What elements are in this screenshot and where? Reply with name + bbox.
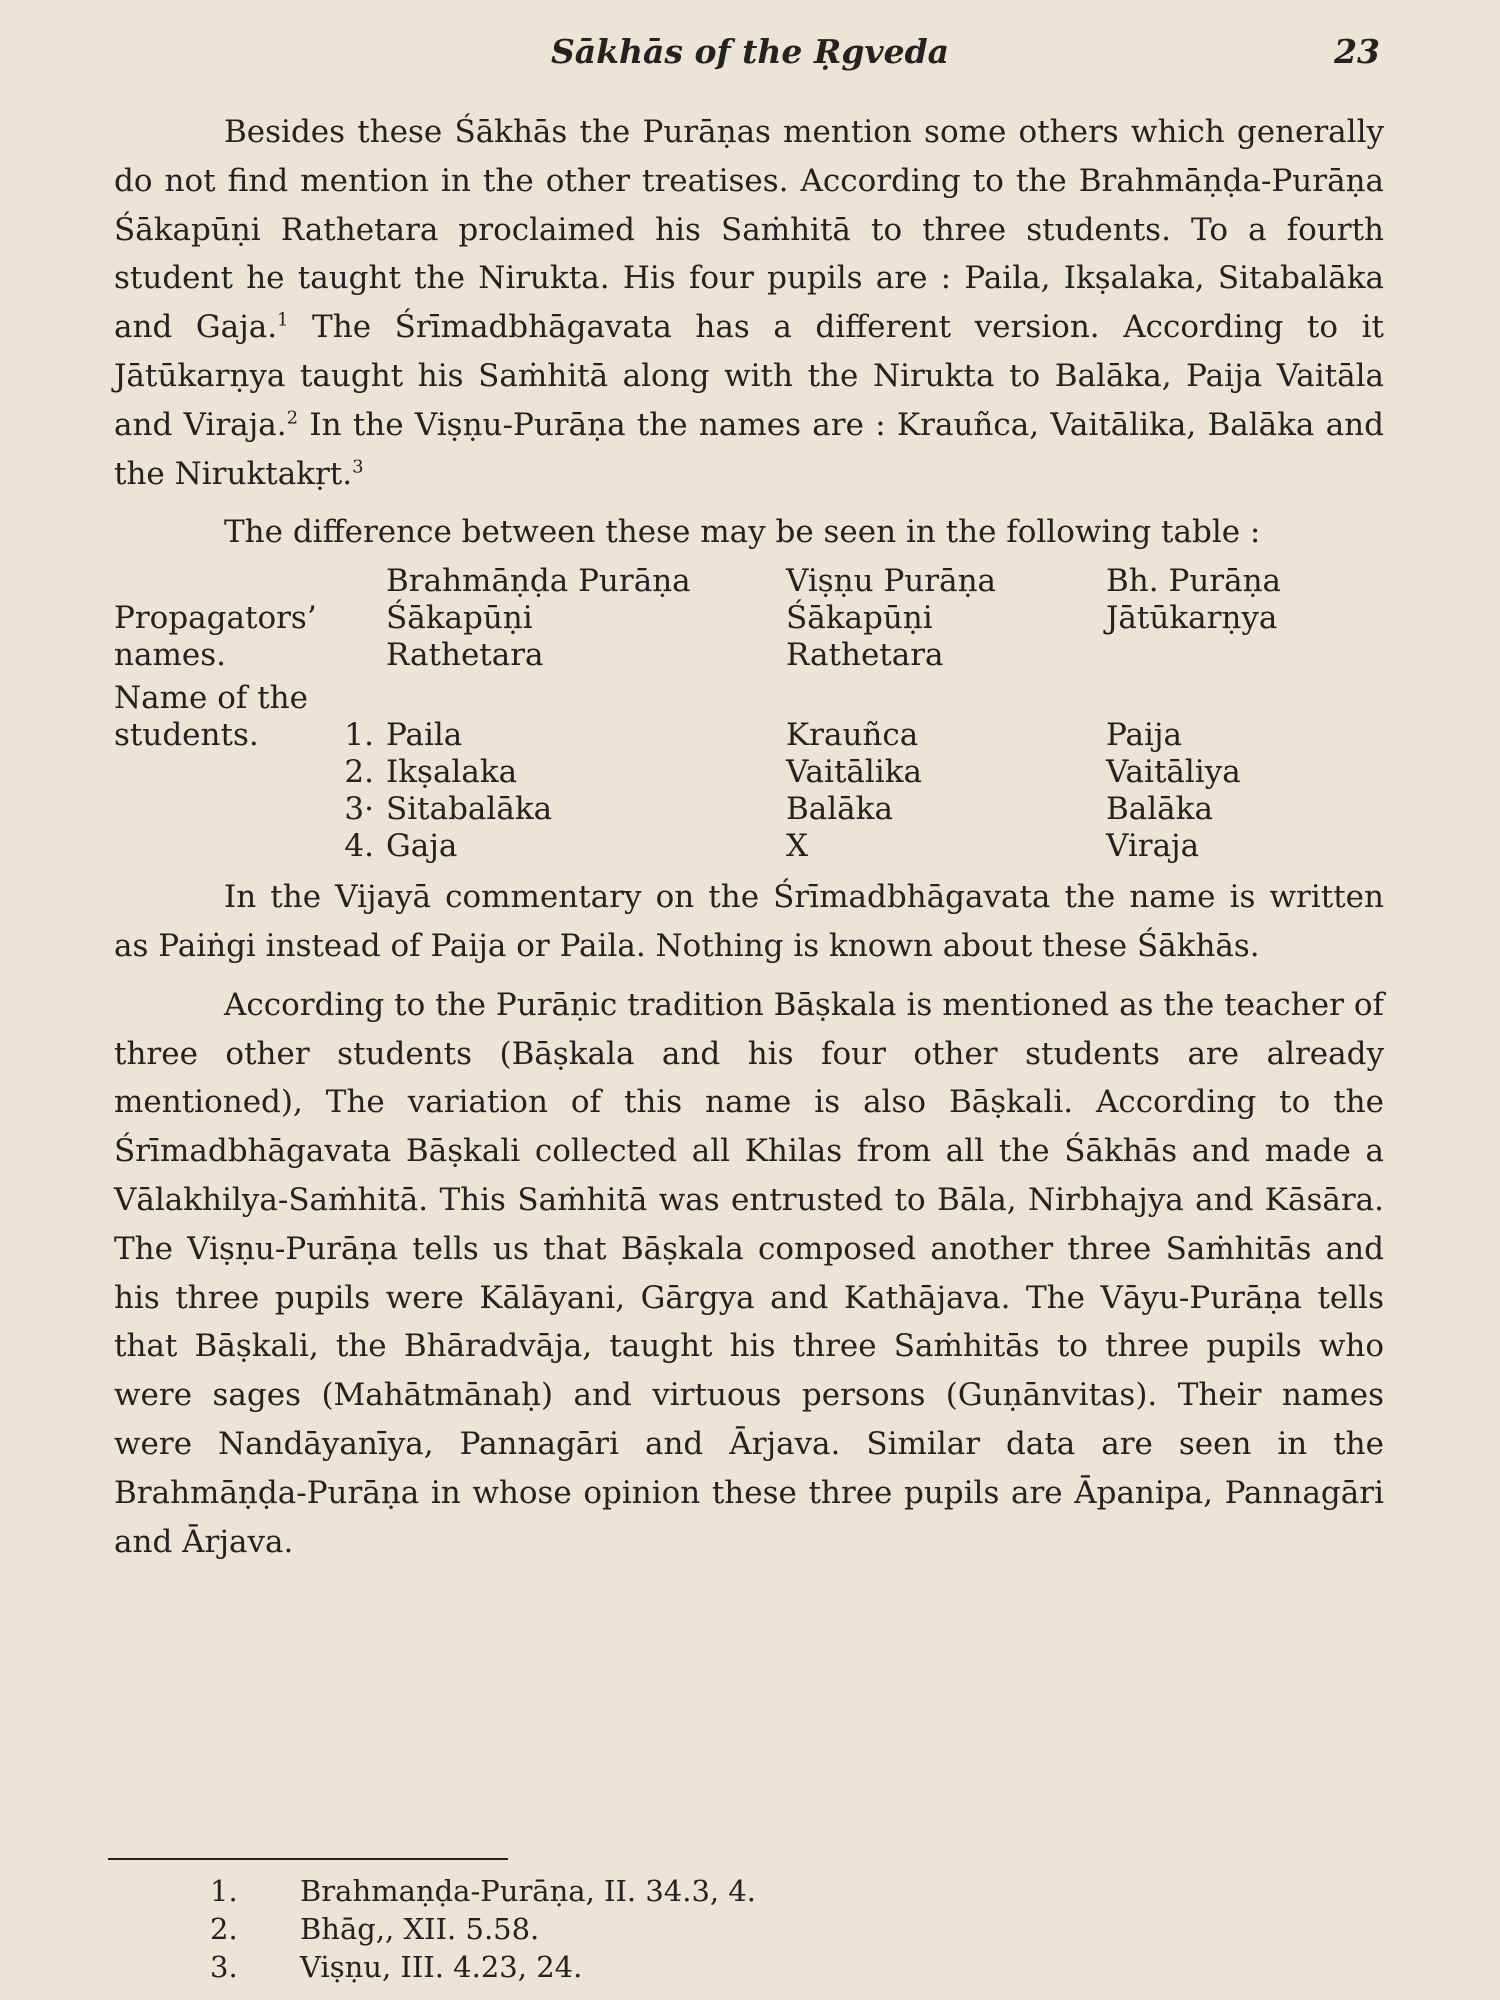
- table-cell: Śākapūṇi: [786, 600, 933, 637]
- paragraph-1: [114, 108, 1384, 498]
- table-row: [114, 717, 1384, 754]
- page-header: [120, 28, 1380, 78]
- table-row: [114, 754, 1384, 791]
- comparison-table: [114, 563, 1384, 865]
- table-cell: X: [786, 828, 809, 865]
- paragraph-4: According to the Purāṇic tradition Bāṣkala is mentioned as the teacher of three other students (Bāṣkala and his four other students are already mentioned), The variation of this name is also Bāṣkali. According to the Śrīmadbhāgavata Bāṣkali collected all Khilas from all the Śākhās and made a Vālakhilya-Saṁhitā. This Saṁhitā was entrusted to Bāla, Nirbhajya and Kāsāra. The Viṣṇu-Purāṇa tells us that Bāṣkala composed another three Saṁhitās and his three pupils were Kālāyani, Gārgya and Kathājava. The Vāyu-Purāṇa tells that Bāṣkali, the Bhāradvāja, taught his three Saṁhitās to three pupils who were sages (Mahātmānaḥ) and virtuous persons (Guṇānvitas). Their names were Nandāyanīya, Pannagāri and Ārjava. Similar data are seen in the Brahmāṇḍa-Purāṇa in whose opinion these three pupils are Āpanipa, Pannagāri and Ārjava.: [114, 986, 1384, 1560]
- students-label-2: students.: [114, 717, 259, 754]
- row-number: 3·: [344, 791, 374, 828]
- footnote-number: 3.: [210, 1950, 238, 1984]
- table-row: [114, 600, 1384, 637]
- table-row: [114, 674, 1384, 717]
- row-number: 2.: [344, 754, 374, 791]
- table-cell: Rathetara: [386, 637, 544, 674]
- table-cell: Sitabalāka: [386, 791, 553, 828]
- table-cell: Vaitāliya: [1106, 754, 1241, 791]
- footnote-ref-1: 1: [277, 309, 289, 331]
- table-cell: Paila: [386, 717, 463, 754]
- footnote-text: Bhāg,, XII. 5.58.: [300, 1912, 540, 1946]
- footnote-ref-2: 2: [286, 407, 299, 429]
- paragraph-1-text-2: The Śrīmadbhāgavata has a different version. According to it Jātūkarṇya taught his Saṁhitā along with the Nirukta to Balāka, Paija Vaitāla and Viraja.: [114, 309, 1384, 443]
- table-cell: Jātūkarṇya: [1106, 600, 1278, 637]
- table-cell: Balāka: [786, 791, 893, 828]
- footnote: [210, 1948, 756, 1986]
- students-label: Name of the: [114, 680, 308, 717]
- footnote-number: 2.: [210, 1912, 238, 1946]
- table-header-row: [114, 563, 1384, 600]
- table-cell: Ikṣalaka: [386, 754, 518, 791]
- footnotes: [210, 1872, 756, 1986]
- table-cell: [1106, 637, 1384, 674]
- propagators-label-2: names.: [114, 637, 226, 674]
- table-cell: Balāka: [1106, 791, 1213, 828]
- table-row: [114, 791, 1384, 828]
- paragraph-1-text: Besides these Śākhās the Purāṇas mention some others which generally do not find mention in the other treatises. According to the Brahmāṇḍa-Purāṇa Śākapūṇi Rathetara proclaimed his Saṁhitā to three students. To a fourth student he taught the Nirukta. His four pupils are : Paila, Ikṣalaka, Sitabalāka and Gaja.: [114, 114, 1384, 346]
- header-brahmanda: Brahmāṇḍa Purāṇa: [386, 563, 691, 600]
- body-text: [114, 108, 1384, 1566]
- page-number: 23: [1334, 32, 1380, 71]
- paragraph-3: In the Vijayā commentary on the Śrīmadbhāgavata the name is written as Paiṅgi instead of Paija or Paila. Nothing is known about these Śākhās.: [114, 879, 1384, 964]
- footnote: [210, 1872, 756, 1910]
- header-visnu: Viṣṇu Purāṇa: [786, 563, 997, 600]
- table-cell: Gaja: [386, 828, 458, 865]
- table-cell: Viraja: [1106, 828, 1200, 865]
- table-cell: Vaitālika: [786, 754, 922, 791]
- row-number: 4.: [344, 828, 374, 865]
- table-row: [114, 637, 1384, 674]
- table-cell: Paija: [1106, 717, 1182, 754]
- table-cell: Rathetara: [786, 637, 944, 674]
- row-number: 1.: [344, 717, 374, 754]
- table-cell: Krauñca: [786, 717, 919, 754]
- propagators-label: Propagators’: [114, 600, 317, 637]
- footnote-text: Brahmaṇḍa-Purāṇa, II. 34.3, 4.: [300, 1874, 757, 1908]
- running-title: Sākhās of the Ṛgveda: [550, 32, 950, 71]
- footnote-divider: [108, 1858, 508, 1860]
- table-row: [114, 828, 1384, 865]
- footnote-ref-3: 3: [352, 456, 364, 478]
- footnote: [210, 1910, 756, 1948]
- footnote-text: Viṣṇu, III. 4.23, 24.: [300, 1950, 583, 1984]
- table-cell: Śākapūṇi: [386, 600, 533, 637]
- footnote-number: 1.: [210, 1874, 238, 1908]
- header-bhagavata: Bh. Purāṇa: [1106, 563, 1282, 600]
- paragraph-1-text-3: In the Viṣṇu-Purāṇa the names are : Krauñca, Vaitālika, Balāka and the Niruktakṛt.: [114, 406, 1384, 492]
- paragraph-2: The difference between these may be seen in the following table :: [224, 514, 1261, 551]
